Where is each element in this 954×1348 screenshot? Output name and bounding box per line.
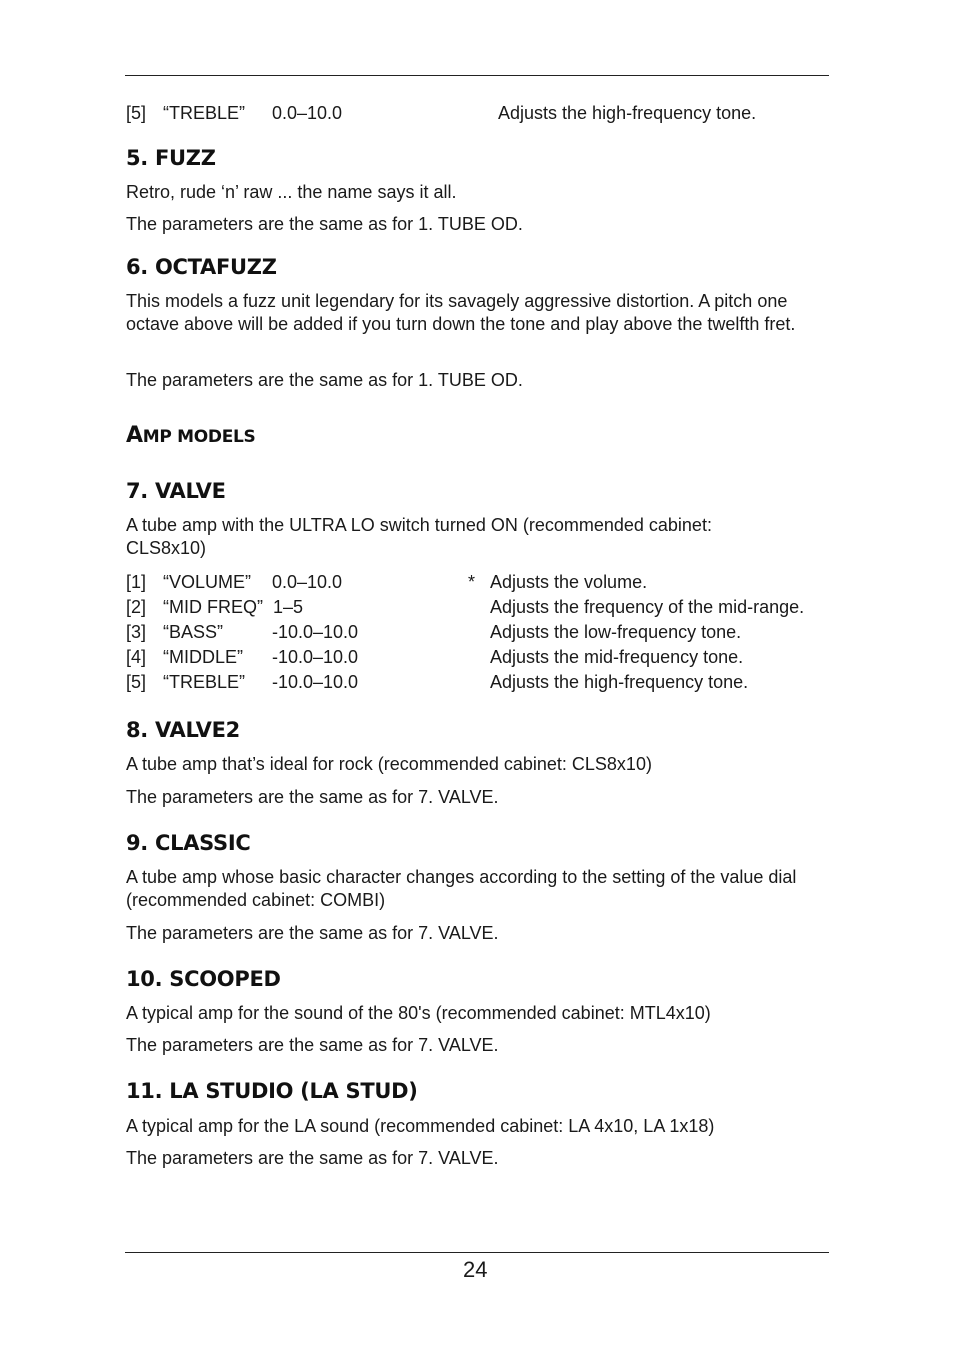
category-heading-rest: MP MODELS bbox=[142, 427, 256, 447]
scooped-description: A typical amp for the sound of the 80's (recommended cabinet: MTL4x10) bbox=[126, 1003, 711, 1023]
param-name: “MID FREQ” bbox=[163, 597, 263, 617]
param-description: Adjusts the frequency of the mid-range. bbox=[490, 597, 805, 617]
param-index: [4] bbox=[126, 647, 147, 667]
classic-description: A tube amp whose basic character changes according to the setting of the value dial (recommended cabinet: COMBI) bbox=[126, 867, 797, 910]
page-number: 24 bbox=[463, 1257, 488, 1282]
param-range: -10.0–10.0 bbox=[272, 647, 359, 667]
param-range: 0.0–10.0 bbox=[272, 572, 343, 592]
valve2-description: A tube amp that’s ideal for rock (recommended cabinet: CLS8x10) bbox=[126, 754, 652, 774]
section-heading-la-studio: 11. LA STUDIO (LA STUD) bbox=[126, 1079, 418, 1103]
param-index: [5] bbox=[126, 672, 147, 692]
param-index: [3] bbox=[126, 622, 147, 642]
section-heading-fuzz: 5. FUZZ bbox=[126, 146, 216, 170]
la-studio-description: A typical amp for the LA sound (recommended cabinet: LA 4x10, LA 1x18) bbox=[126, 1116, 715, 1136]
valve2-parameters-note: The parameters are the same as for 7. VALVE. bbox=[126, 787, 499, 807]
param-index: [2] bbox=[126, 597, 147, 617]
param-range: 0.0–10.0 bbox=[272, 103, 343, 123]
param-description: Adjusts the high-frequency tone. bbox=[490, 672, 749, 692]
param-range: -10.0–10.0 bbox=[272, 672, 359, 692]
param-description: Adjusts the high-frequency tone. bbox=[498, 103, 757, 123]
fuzz-description: Retro, rude ‘n’ raw ... the name says it all. bbox=[126, 182, 457, 202]
section-heading-valve2: 8. VALVE2 bbox=[126, 718, 240, 742]
fuzz-parameters-note: The parameters are the same as for 1. TUBE OD. bbox=[126, 214, 523, 234]
section-heading-octafuzz: 6. OCTAFUZZ bbox=[126, 255, 277, 279]
scooped-parameters-note: The parameters are the same as for 7. VALVE. bbox=[126, 1035, 499, 1055]
param-name: “TREBLE” bbox=[163, 672, 246, 692]
category-heading-initial: A bbox=[126, 423, 143, 448]
category-heading-amp-models bbox=[126, 423, 256, 448]
param-description: Adjusts the volume. bbox=[490, 572, 648, 592]
param-name: “VOLUME” bbox=[163, 572, 252, 592]
footer-rule bbox=[125, 1252, 829, 1253]
param-range: -10.0–10.0 bbox=[272, 622, 359, 642]
section-heading-classic: 9. CLASSIC bbox=[126, 831, 251, 855]
param-name: “MIDDLE” bbox=[163, 647, 243, 667]
section-heading-scooped: 10. SCOOPED bbox=[126, 967, 281, 991]
param-range: 1–5 bbox=[273, 597, 304, 617]
param-name: “BASS” bbox=[163, 622, 224, 642]
classic-parameters-note: The parameters are the same as for 7. VALVE. bbox=[126, 923, 499, 943]
octafuzz-parameters-note: The parameters are the same as for 1. TUBE OD. bbox=[126, 370, 523, 390]
octafuzz-description: This models a fuzz unit legendary for its savagely aggressive distortion. A pitch one octave above will be added if you turn down the tone and play above the twelfth fret. bbox=[126, 291, 796, 334]
section-heading-valve: 7. VALVE bbox=[126, 479, 226, 503]
param-description: Adjusts the mid-frequency tone. bbox=[490, 647, 744, 667]
param-note-mark: * bbox=[468, 572, 476, 592]
param-description: Adjusts the low-frequency tone. bbox=[490, 622, 742, 642]
param-index: [1] bbox=[126, 572, 147, 592]
valve-description: A tube amp with the ULTRA LO switch turned ON (recommended cabinet: CLS8x10) bbox=[126, 515, 712, 558]
header-rule bbox=[125, 75, 829, 76]
la-studio-parameters-note: The parameters are the same as for 7. VALVE. bbox=[126, 1148, 499, 1168]
param-index: [5] bbox=[126, 103, 147, 123]
param-name: “TREBLE” bbox=[163, 103, 246, 123]
